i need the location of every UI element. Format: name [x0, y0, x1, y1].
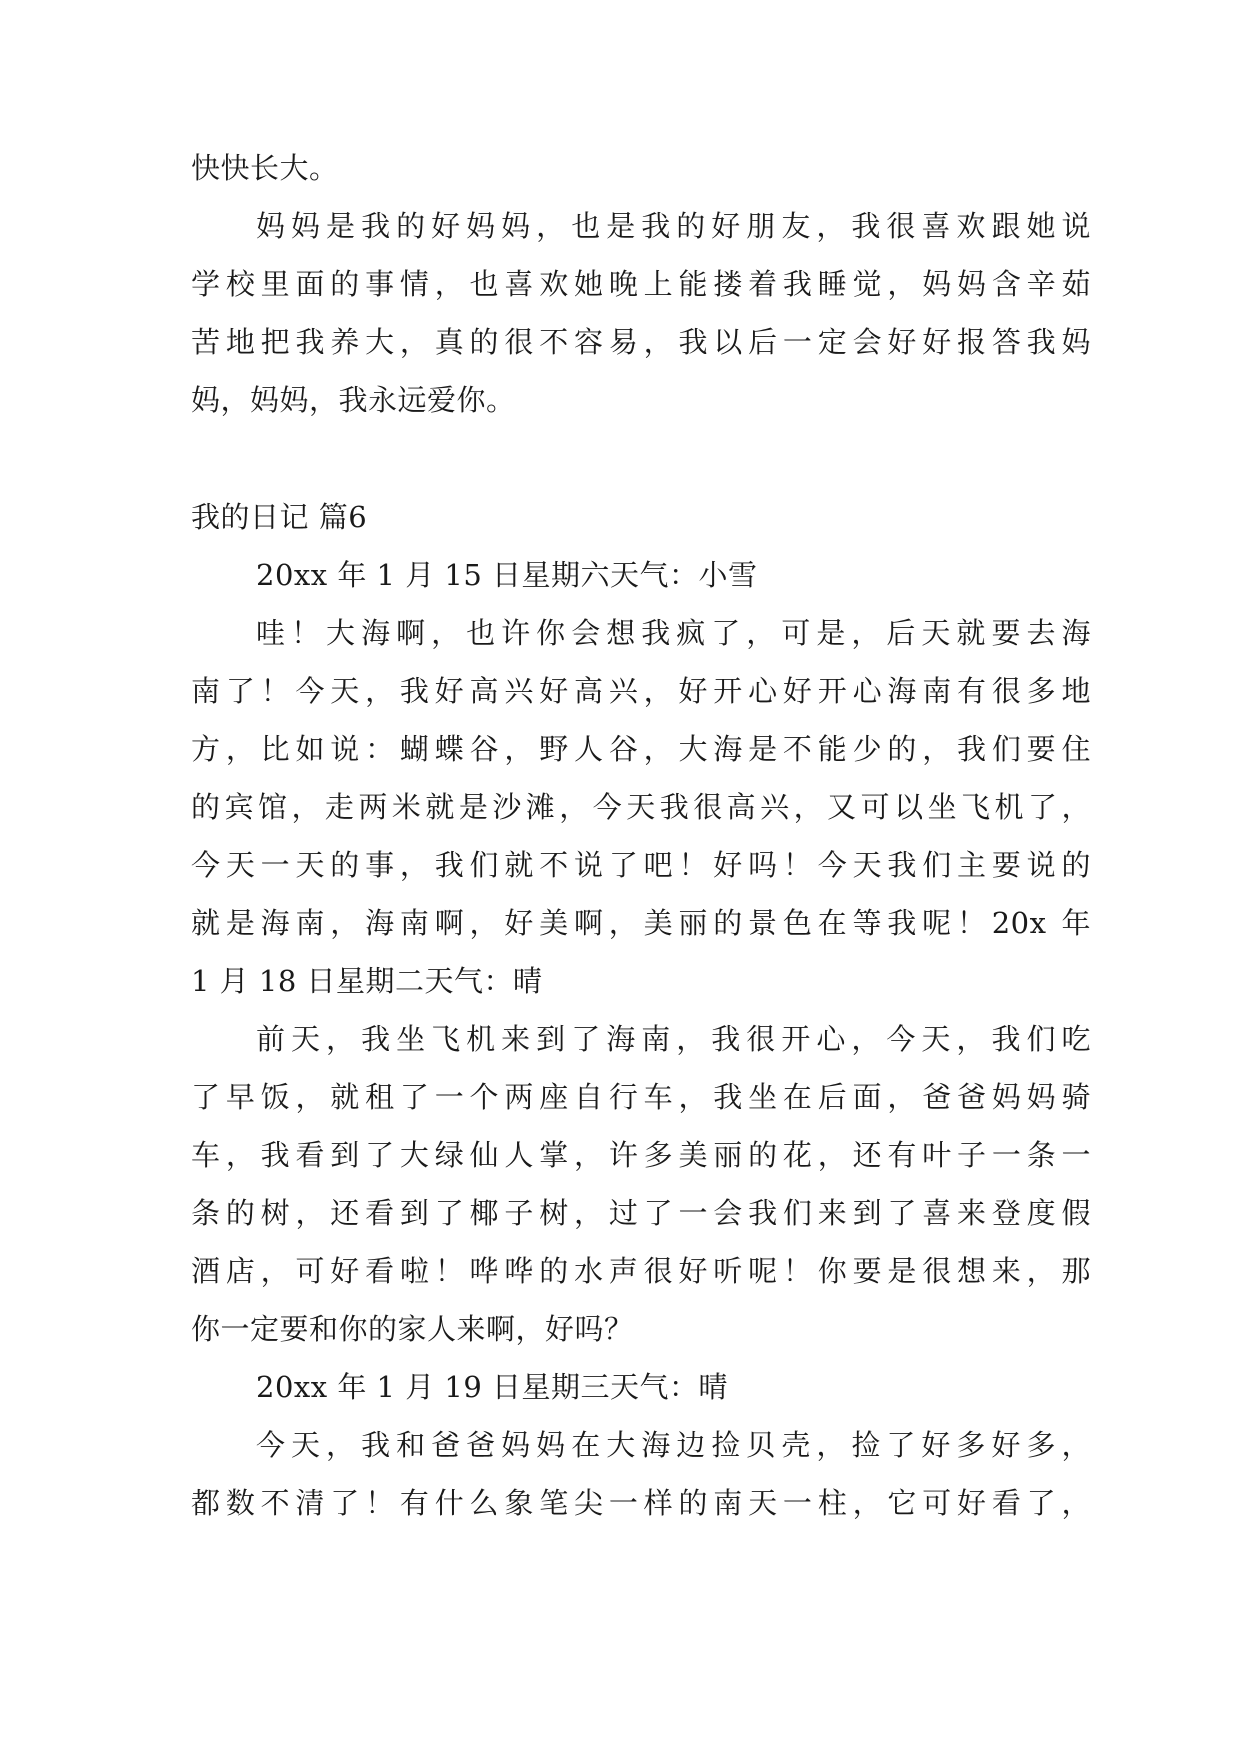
paragraph-line: 今天一天的事，我们就不说了吧！好吗！今天我们主要说的 — [191, 848, 1091, 882]
diary-date-line: 20xx 年 1 月 15 日星期六天气：小雪 — [256, 558, 758, 592]
paragraph-line: 方，比如说：蝴蝶谷，野人谷，大海是不能少的，我们要住 — [191, 732, 1091, 766]
paragraph-line: 学校里面的事情，也喜欢她晚上能搂着我睡觉，妈妈含辛茹 — [191, 267, 1091, 301]
paragraph-line: 了早饭，就租了一个两座自行车，我坐在后面，爸爸妈妈骑 — [191, 1080, 1091, 1114]
paragraph-line: 酒店，可好看啦！哗哗的水声很好听呢！你要是很想来，那 — [191, 1254, 1091, 1288]
paragraph-line: 就是海南，海南啊，好美啊，美丽的景色在等我呢！20x 年 — [191, 906, 1091, 940]
diary-date-line: 20xx 年 1 月 19 日星期三天气：晴 — [256, 1370, 729, 1404]
paragraph-line: 苦地把我养大，真的很不容易，我以后一定会好好报答我妈 — [191, 325, 1091, 359]
section-heading: 我的日记 篇6 — [191, 500, 368, 534]
paragraph-line: 前天，我坐飞机来到了海南，我很开心，今天，我们吃 — [256, 1022, 1091, 1056]
paragraph-line: 都数不清了！有什么象笔尖一样的南天一柱，它可好看了， — [191, 1486, 1091, 1520]
paragraph-line: 妈妈是我的好妈妈，也是我的好朋友，我很喜欢跟她说 — [256, 209, 1091, 243]
paragraph-line: 条的树，还看到了椰子树，过了一会我们来到了喜来登度假 — [191, 1196, 1091, 1230]
paragraph-line: 车，我看到了大绿仙人掌，许多美丽的花，还有叶子一条一 — [191, 1138, 1091, 1172]
paragraph-line: 哇！大海啊，也许你会想我疯了，可是，后天就要去海 — [256, 616, 1091, 650]
paragraph-line: 南了！今天，我好高兴好高兴，好开心好开心海南有很多地 — [191, 674, 1091, 708]
paragraph-line: 快快长大。 — [191, 151, 339, 185]
paragraph-line: 今天，我和爸爸妈妈在大海边捡贝壳，捡了好多好多， — [256, 1428, 1091, 1462]
paragraph-line: 的宾馆，走两米就是沙滩，今天我很高兴，又可以坐飞机了， — [191, 790, 1091, 824]
paragraph-line: 你一定要和你的家人来啊，好吗？ — [191, 1312, 634, 1346]
paragraph-line: 妈，妈妈，我永远爱你。 — [191, 383, 516, 417]
diary-date-line: 1 月 18 日星期二天气：晴 — [191, 964, 543, 998]
